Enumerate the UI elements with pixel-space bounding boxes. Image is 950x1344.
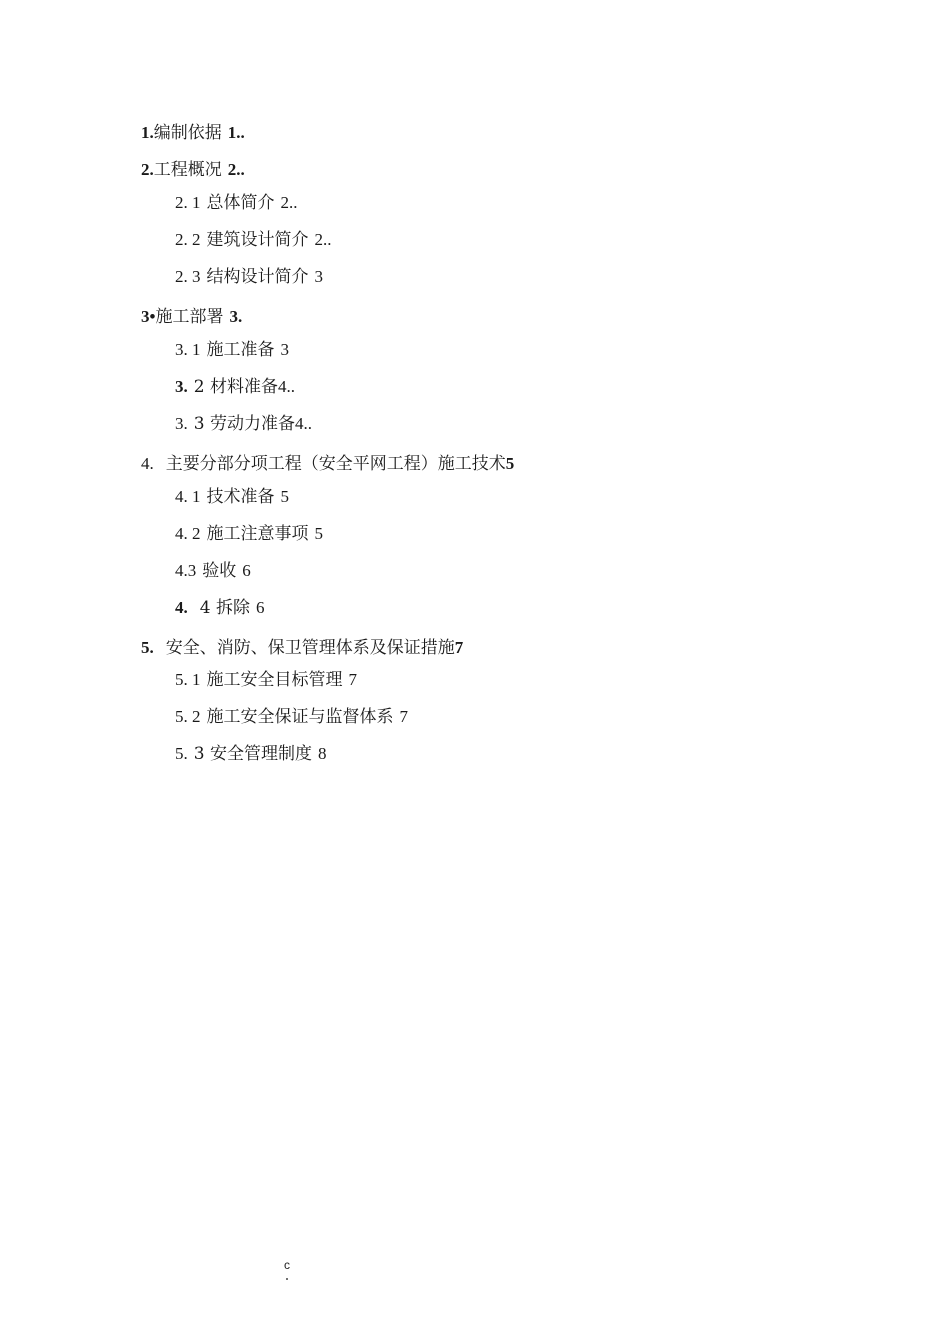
footer-dot (286, 1278, 288, 1280)
toc-entry-title: 施工部署 (155, 307, 224, 327)
toc-entry-page: 7 (348, 670, 357, 689)
toc-entry-page: 7 (454, 638, 464, 657)
toc-entry-title: 2 材料准备 (193, 377, 278, 397)
toc-entry-number: 5. (175, 744, 188, 763)
toc-entry-2-2[interactable] (175, 230, 332, 250)
toc-entry-number: 3. 1 (175, 340, 201, 359)
toc-entry-1[interactable] (141, 123, 245, 143)
toc-entry-title: 安全、消防、保卫管理体系及保证措施 (165, 638, 455, 658)
toc-entry-4[interactable] (141, 454, 514, 474)
toc-entry-page: 2.. (227, 160, 245, 179)
toc-entry-page: 5 (280, 487, 289, 506)
toc-entry-5-1[interactable] (175, 670, 357, 690)
toc-entry-number: 4.3 (175, 561, 197, 580)
toc-entry-number: 5. 1 (175, 670, 201, 689)
toc-entry-page: 6 (255, 598, 265, 617)
toc-entry-title: 验收 (202, 561, 237, 581)
toc-entry-4-4[interactable] (175, 598, 264, 618)
toc-entry-title: 工程概况 (153, 160, 222, 180)
toc-entry-number: 4. (175, 598, 188, 617)
toc-entry-5[interactable] (141, 638, 463, 658)
toc-entry-page: 5 (505, 454, 515, 473)
toc-entry-number: 4. 1 (175, 487, 201, 506)
toc-entry-3-2[interactable] (175, 377, 295, 397)
toc-entry-page: 7 (399, 707, 408, 726)
toc-entry-title: 施工安全保证与监督体系 (206, 707, 394, 727)
toc-entry-page: 2.. (280, 193, 298, 212)
toc-entry-number: 4. 2 (175, 524, 201, 543)
toc-entry-number: 3. (175, 377, 188, 396)
toc-entry-number: 5. (141, 638, 154, 657)
toc-entry-number: 2. 3 (175, 267, 201, 286)
toc-entry-title: 3 劳动力准备 (193, 414, 295, 434)
toc-entry-title: 总体简介 (206, 193, 275, 213)
toc-entry-title: 编制依据 (153, 123, 222, 143)
toc-entry-3[interactable] (141, 307, 242, 327)
footer-mark: c (284, 1258, 290, 1272)
toc-entry-page: 8 (317, 744, 327, 763)
toc-entry-number: 2. (141, 160, 154, 179)
toc-entry-4-1[interactable] (175, 487, 289, 507)
toc-entry-number: 2. 2 (175, 230, 201, 249)
toc-entry-title: 主要分部分项工程（安全平网工程）施工技术 (165, 454, 506, 474)
toc-entry-page: 3. (229, 307, 243, 326)
toc-entry-title: 建筑设计简介 (206, 230, 309, 250)
toc-entry-title: 4 拆除 (199, 598, 250, 618)
toc-entry-number: 4. (141, 454, 154, 473)
toc-entry-5-2[interactable] (175, 707, 408, 727)
toc-entry-2[interactable] (141, 160, 245, 180)
toc-entry-page: 2.. (314, 230, 332, 249)
toc-entry-5-3[interactable] (175, 744, 326, 764)
toc-entry-number: 3• (141, 307, 156, 326)
toc-entry-page: 5 (314, 524, 323, 543)
toc-entry-3-1[interactable] (175, 340, 289, 360)
toc-entry-page: 4.. (294, 414, 312, 433)
toc-entry-title: 结构设计简介 (206, 267, 309, 287)
toc-entry-number: 1. (141, 123, 154, 142)
toc-entry-page: 1.. (227, 123, 245, 142)
toc-entry-2-3[interactable] (175, 267, 323, 287)
toc-entry-number: 3. (175, 414, 188, 433)
toc-entry-page: 3 (280, 340, 289, 359)
toc-entry-title: 施工安全目标管理 (206, 670, 343, 690)
toc-entry-number: 2. 1 (175, 193, 201, 212)
toc-entry-2-1[interactable] (175, 193, 298, 213)
toc-entry-page: 3 (314, 267, 323, 286)
toc-entry-title: 3 安全管理制度 (193, 744, 312, 764)
toc-entry-title: 施工准备 (206, 340, 275, 360)
toc-entry-page: 4.. (277, 377, 295, 396)
toc-entry-page: 6 (242, 561, 251, 580)
toc-entry-title: 技术准备 (206, 487, 275, 507)
toc-entry-number: 5. 2 (175, 707, 201, 726)
toc-entry-3-3[interactable] (175, 414, 312, 434)
toc-entry-4-2[interactable] (175, 524, 323, 544)
toc-entry-4-3[interactable] (175, 561, 251, 581)
toc-entry-title: 施工注意事项 (206, 524, 309, 544)
